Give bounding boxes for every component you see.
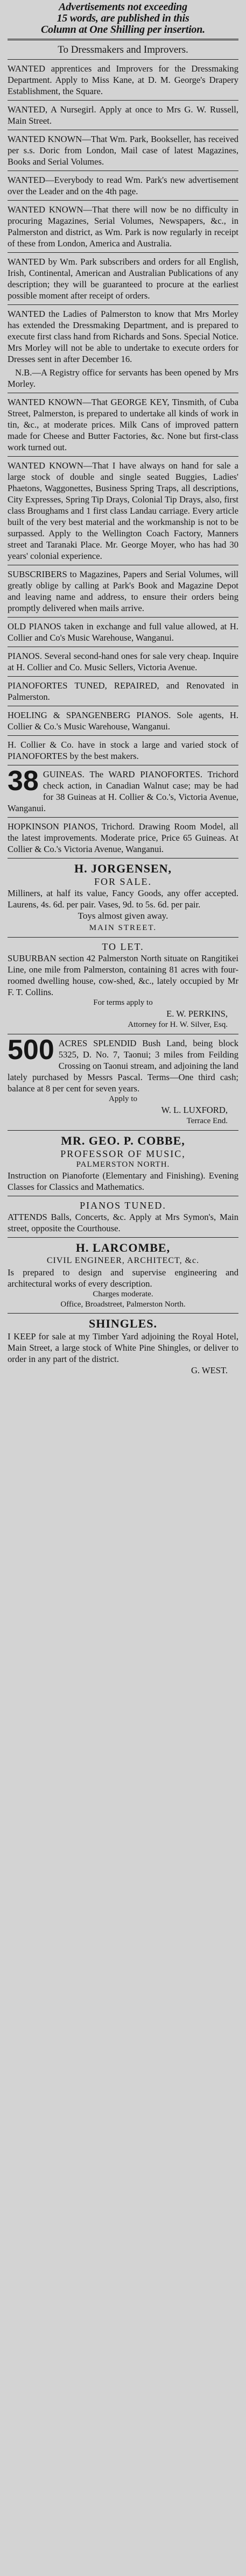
- divider: [8, 304, 238, 305]
- divider: [8, 100, 238, 101]
- ad-signer: E. W. PERKINS,: [166, 1009, 228, 1019]
- ad-morley: [8, 308, 238, 365]
- ad-no-difficulty: [8, 204, 238, 249]
- ad-dressmakers: [8, 44, 238, 56]
- ad-text: ACRES SPLENDID Bush Land, being block 5325, D. No. 7, Taonui; 3 miles from Feilding Crossing on Taonui stream, and adjoining the land lately purchased by Messrs Pascal. Terms—One third cash; balance at 8 per cent for seven years.: [8, 1038, 238, 1094]
- ad-old-pianos: [8, 621, 238, 643]
- ad-hopkinson: [8, 821, 238, 855]
- ad-text: OLD PIANOS taken in exchange and full value allowed, at H. Collier and Co's Music Warehouse, Wanganui.: [8, 621, 238, 643]
- ad-text: SUBSCRIBERS to Magazines, Papers and Serial Volumes, will greatly oblige by calling at Park's Book and Magazine Depot and leaving name and address, to ensure their orders being promptly delivered when mails arrive.: [8, 569, 238, 613]
- ad-text: WANTED by Wm. Park subscribers and orders for all English, Irish, Continental, American and Australian Publications of any description; they will be guaranteed to procure at the earliest possible moment after receipt of orders.: [8, 257, 238, 301]
- header-line-2: 15 words, are published in this: [57, 12, 189, 24]
- ad-nursegirl: [8, 104, 238, 126]
- ad-text: GUINEAS. The WARD PIANOFORTES. Trichord check action, in Canadian Walnut case; may be had for 38 Guineas at H. Collier & Co.'s, Victoria Avenue, Wanganui.: [8, 769, 238, 813]
- ad-number: 38: [8, 765, 39, 797]
- ad-subtitle: FOR SALE.: [94, 876, 152, 887]
- ad-text: WANTED apprentices and Improvers for the Dressmaking Department. Apply to Miss Kane, at D. M. George's Drapery Establishment, the Square.: [8, 63, 238, 96]
- ad-number: 500: [8, 1034, 54, 1066]
- ad-magazines: [8, 569, 238, 614]
- ad-street: MAIN STREET.: [89, 924, 157, 932]
- column-header: [8, 2, 238, 36]
- header-line-1: Advertisements not exceeding: [59, 1, 187, 13]
- ad-gigs: [8, 460, 238, 562]
- ad-title: MR. GEO. P. COBBE,: [61, 1134, 185, 1147]
- ad-foot: Toys almost given away.: [78, 911, 168, 921]
- ad-pianofortes-tuned: [8, 680, 238, 702]
- ad-text: Instruction on Pianoforte (Elementary and Finishing). Evening Classes for Classics and Mathematics.: [8, 1170, 238, 1192]
- ad-text: HOPKINSON PIANOS, Trichord. Drawing Room Model, all the latest improvements. Moderate price, Price 65 Guineas. At Collier & Co.'s Victoria Avenue, Wanganui.: [8, 821, 238, 854]
- divider: [8, 937, 238, 938]
- ad-title: H. JORGENSEN,: [74, 862, 172, 875]
- divider: [8, 456, 238, 457]
- ad-title: H. LARCOMBE,: [75, 1241, 171, 1254]
- ad-text: WANTED KNOWN—That I have always on hand for sale a large stock of double and single seated Buggies, Ladies' Phaetons, Waggonettes, Business Spring Traps, all descriptions, City Expresses, Spring Tip Drays, Colonial Tip Drays, also, first class Broughams and 1 first class Landau carriage. Every article built of the very best material and the workmanship is not to be surpassed. Apply to the Wellington Coach Factory, Manners street and Taranaki Place. Mr. George Moyer, who has had 30 years' colonial experience.: [8, 460, 238, 561]
- ad-text: WANTED KNOWN—That there will now be no difficulty in procuring Magazines, Serial Volumes, Newspapers, &c., in Palmerston and district, as Wm. Park is now regularly in receipt of these from London, America and Australia.: [8, 204, 238, 249]
- ad-title: SHINGLES.: [89, 1317, 157, 1330]
- ad-subscribers: [8, 256, 238, 301]
- ad-text: WANTED KNOWN—That Wm. Park, Bookseller, has received per s.s. Doric from London, Mail case of latest Magazines, Books and Serial Volumes.: [8, 134, 238, 167]
- divider: [8, 252, 238, 253]
- ad-role: Attorney for H. W. Silver, Esq.: [128, 1020, 228, 1029]
- header-line-3: Column at One Shilling per insertion.: [41, 24, 205, 36]
- ad-to-let: [8, 941, 238, 1031]
- divider: [8, 617, 238, 618]
- divider: [8, 39, 238, 40]
- ad-500-acres: [8, 1034, 238, 1127]
- divider: [8, 59, 238, 60]
- ad-text: HOELING & SPANGENBERG PIANOS. Sole agents, H. Collier & Co.'s Music Warehouse, Wanganui.: [8, 710, 238, 732]
- ad-collier-stock: [8, 739, 238, 762]
- ad-text: Is prepared to design and supervise engineering and architectural works of every description.: [8, 1267, 238, 1289]
- ad-pianos-several: [8, 650, 238, 673]
- ad-signer: G. WEST.: [191, 1365, 228, 1375]
- ad-text: To Dressmakers and Improvers.: [58, 44, 188, 55]
- ad-nb: [8, 367, 238, 389]
- ad-text: N.B.—A Registry office for servants has been opened by Mrs Morley.: [8, 367, 238, 389]
- newspaper-column: [4, 0, 242, 1376]
- divider: [8, 735, 238, 736]
- ad-subtitle: CIVIL ENGINEER, ARCHITECT, &c.: [46, 1256, 200, 1265]
- ad-foot: Charges moderate.: [93, 1290, 153, 1298]
- ad-text: SUBURBAN section 42 Palmerston North situate on Rangitikei Line, one mile from Palmerston, containing 81 acres with four-roomed dwelling house, cow-shed, &c., lately occupied by Mr F. T. Collins.: [8, 953, 238, 997]
- ad-subtitle: PROFESSOR OF MUSIC,: [60, 1148, 186, 1159]
- ad-title: PIANOS TUNED.: [80, 1200, 166, 1211]
- ad-shingles: [8, 1317, 238, 1376]
- ad-text: WANTED, A Nursegirl. Apply at once to Mrs G. W. Russell, Main Street.: [8, 104, 238, 126]
- ad-foot: For terms apply to: [93, 998, 153, 1007]
- divider: [8, 1237, 238, 1238]
- ad-larcombe: [8, 1241, 238, 1310]
- ad-george-key: [8, 396, 238, 453]
- ad-text: WANTED the Ladies of Palmerston to know that Mrs Morley has extended the Dressmaking Department, and is prepared to execute first class hand from Richards and Sons. Special Notice. Mrs Morley will not be able to undertake to execute orders for Dresses sent in after December 16.: [8, 309, 238, 364]
- ad-text: PIANOFORTES TUNED, REPAIRED, and Renovated in Palmerston.: [8, 680, 238, 702]
- ad-ward: [8, 765, 238, 814]
- ad-text: WANTED KNOWN—That GEORGE KEY, Tinsmith, of Cuba Street, Palmerston, is prepared to undertake all kinds of work in tin, &c., at moderate prices. Milk Cans of improved pattern made for Cheese and Butter Factories, &c. None but first-class work turned out.: [8, 397, 238, 452]
- divider: [8, 1130, 238, 1131]
- ad-text: Milliners, at half its value, Fancy Goods, any offer accepted. Laurens, 4s. 6d. per pair. Vases, 9d. to 5s. 6d. per pair.: [8, 888, 238, 910]
- ad-text: H. Collier & Co. have in stock a large and varied stock of PIANOFORTES by the best makers.: [8, 740, 238, 761]
- divider: [8, 676, 238, 677]
- ad-park-known: [8, 133, 238, 167]
- ad-pianos-tuned: [8, 1200, 238, 1234]
- ad-signer: W. L. LUXFORD,: [161, 1105, 228, 1115]
- ad-role: Terrace End.: [186, 1117, 228, 1125]
- divider: [8, 200, 238, 201]
- ad-title: TO LET.: [102, 941, 144, 952]
- ad-apprentices: [8, 63, 238, 97]
- ad-text: I KEEP for sale at my Timber Yard adjoining the Royal Hotel, Main Street, a large stock of White Pine Shingles, or deliver to order in any part of the district.: [8, 1331, 238, 1364]
- ad-text: ATTENDS Balls, Concerts, &c. Apply at Mrs Symon's, Main street, opposite the Courthouse.: [8, 1212, 238, 1233]
- ad-text: PIANOS. Several second-hand ones for sale very cheap. Inquire at H. Collier and Co. Music Sellers, Victoria Avenue.: [8, 651, 238, 672]
- ad-foot: Apply to: [109, 1095, 137, 1103]
- ad-cobbe: [8, 1134, 238, 1193]
- ad-everybody: [8, 174, 238, 197]
- divider: [8, 1313, 238, 1314]
- ad-place: PALMERSTON NORTH.: [76, 1160, 170, 1169]
- ad-place: Office, Broadstreet, Palmerston North.: [60, 1300, 186, 1309]
- ad-jorgensen: [8, 862, 238, 934]
- divider: [8, 817, 238, 818]
- ad-text: WANTED—Everybody to read Wm. Park's new advertisement over the Leader and on the 4th page.: [8, 175, 238, 196]
- ad-hoeling: [8, 709, 238, 732]
